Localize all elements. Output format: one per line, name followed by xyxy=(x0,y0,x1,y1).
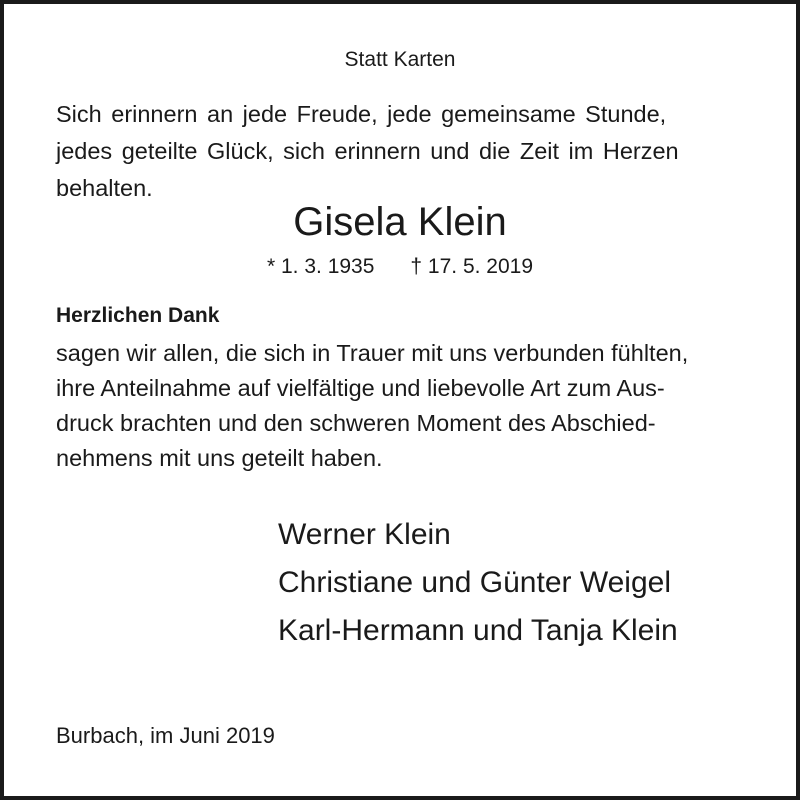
notice-header: Statt Karten xyxy=(344,48,456,71)
birth-date: * 1. 3. 1935 xyxy=(266,255,375,278)
deceased-name: Gisela Klein xyxy=(293,200,507,244)
thanks-line: druck brachten und den schweren Moment des Abschied- xyxy=(56,410,656,436)
poem-line: jedes geteilte Glück, sich erinnern und die Zeit im Herzen xyxy=(56,138,679,164)
poem-line: behalten. xyxy=(56,175,153,201)
thanks-line: ihre Anteilnahme auf vielfältige und liebevolle Art zum Aus- xyxy=(56,375,665,401)
signatories xyxy=(278,511,678,655)
place-date: Burbach, im Juni 2019 xyxy=(56,723,275,748)
thanks-heading: Herzlichen Dank xyxy=(56,304,220,327)
death-date: † 17. 5. 2019 xyxy=(410,255,534,278)
signatory: Werner Klein xyxy=(278,518,451,551)
thanks-line: nehmens mit uns geteilt haben. xyxy=(56,445,383,471)
signatory: Christiane und Günter Weigel xyxy=(278,566,671,599)
thanks-line: sagen wir allen, die sich in Trauer mit uns verbunden fühlten, xyxy=(56,340,689,366)
signatory: Karl-Hermann und Tanja Klein xyxy=(278,614,678,647)
thanks-text xyxy=(56,336,688,476)
life-dates xyxy=(4,255,796,279)
memorial-poem xyxy=(56,96,679,207)
poem-line: Sich erinnern an jede Freude, jede gemeinsame Stunde, xyxy=(56,101,667,127)
